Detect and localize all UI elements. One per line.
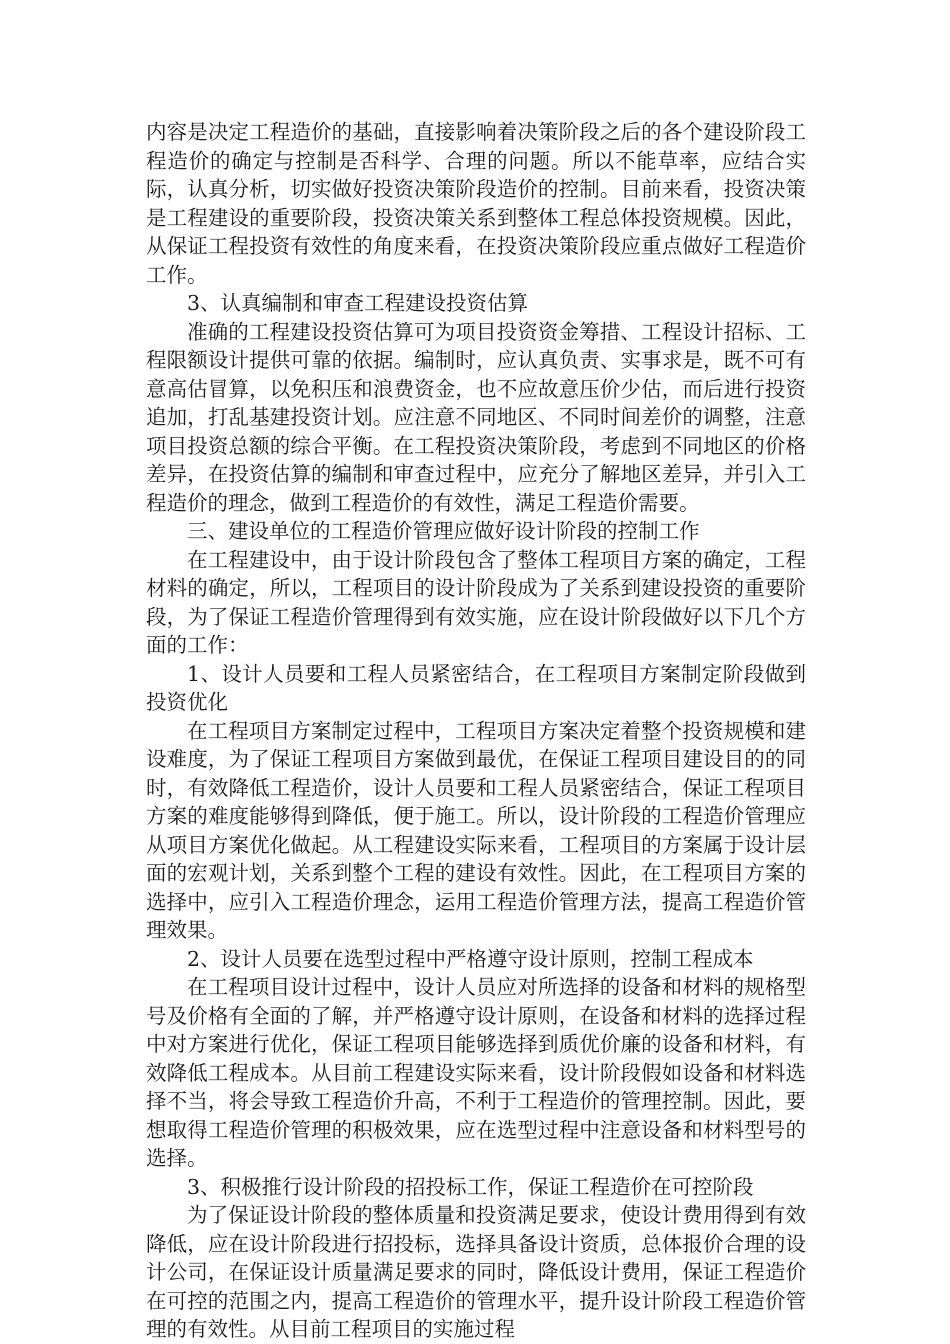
- paragraph: 为了保证设计阶段的整体质量和投资满足要求，使设计费用得到有效降低，应在设计阶段进行招投标，选择具备设计资质，总体报价合理的设计公司，在保证设计质量满足要求的同时，降低设计费用，保证工程造价在可控的范围之内，提高工程造价的管理水平，提升设计阶段工程造价管理的有效性。从目前工程项目的实施过程: [146, 1203, 806, 1341]
- subheading-investment-estimate: 3、认真编制和审查工程建设投资估算: [187, 291, 529, 315]
- document-page: [146, 118, 806, 1344]
- paragraph: 准确的工程建设投资估算可为项目投资资金筹措、工程设计招标、工程限额设计提供可靠的依据。编制时，应认真负责、实事求是，既不可有意高估冒算，以免积压和浪费资金，也不应故意压价少估，而后进行投资追加，打乱基建投资计划。应注意不同地区、不同时间差价的调整，注意项目投资总额的综合平衡。在工程投资决策阶段，考虑到不同地区的价格差异，在投资估算的编制和审查过程中，应充分了解地区差异，并引入工程造价的理念，做到工程造价的有效性，满足工程造价需要。: [146, 319, 806, 515]
- subheading-selection-principles: 2、设计人员要在选型过程中严格遵守设计原则，控制工程成本: [187, 946, 754, 971]
- paragraph: 在工程项目设计过程中，设计人员应对所选择的设备和材料的规格型号及价格有全面的了解，并严格遵守设计原则，在设备和材料的选择过程中对方案进行优化，保证工程项目能够选择到质优价廉的设备和材料，有效降低工程成本。从目前工程建设实际来看，设计阶段假如设备和材料选择不当，将会导致工程造价升高，不利于工程造价的管理控制。因此，要想取得工程造价管理的积极效果，应在选型过程中注意设备和材料型号的选择。: [146, 975, 806, 1170]
- subheading-bidding: 3、积极推行设计阶段的招投标工作，保证工程造价在可控阶段: [187, 1174, 754, 1199]
- subheading-design-optimization: 1、设计人员要和工程人员紧密结合，在工程项目方案制定阶段做到投资优化: [146, 661, 806, 714]
- section-heading-design-stage: 三、建设单位的工程造价管理应做好设计阶段的控制工作: [187, 519, 700, 543]
- paragraph-continuation: 内容是决定工程造价的基础，直接影响着决策阶段之后的各个建设阶段工程造价的确定与控制是否科学、合理的问题。所以不能草率，应结合实际，认真分析，切实做好投资决策阶段造价的控制。目前来看，投资决策是工程建设的重要阶段，投资决策关系到整体工程总体投资规模。因此，从保证工程投资有效性的角度来看，在投资决策阶段应重点做好工程造价工作。: [146, 120, 806, 287]
- paragraph: 在工程建设中，由于设计阶段包含了整体工程项目方案的确定，工程材料的确定，所以，工程项目的设计阶段成为了关系到建设投资的重要阶段，为了保证工程造价管理得到有效实施，应在设计阶段做好以下几个方面的工作：: [146, 547, 806, 657]
- paragraph: 在工程项目方案制定过程中，工程项目方案决定着整个投资规模和建设难度，为了保证工程项目方案做到最优，在保证工程项目建设目的的同时，有效降低工程造价，设计人员要和工程人员紧密结合，保证工程项目方案的难度能够得到降低，便于施工。所以，设计阶段的工程造价管理应从项目方案优化做起。从工程建设实际来看，工程项目的方案属于设计层面的宏观计划，关系到整个工程的建设有效性。因此，在工程项目方案的选择中，应引入工程造价理念，运用工程造价管理方法，提高工程造价管理效果。: [146, 718, 806, 942]
